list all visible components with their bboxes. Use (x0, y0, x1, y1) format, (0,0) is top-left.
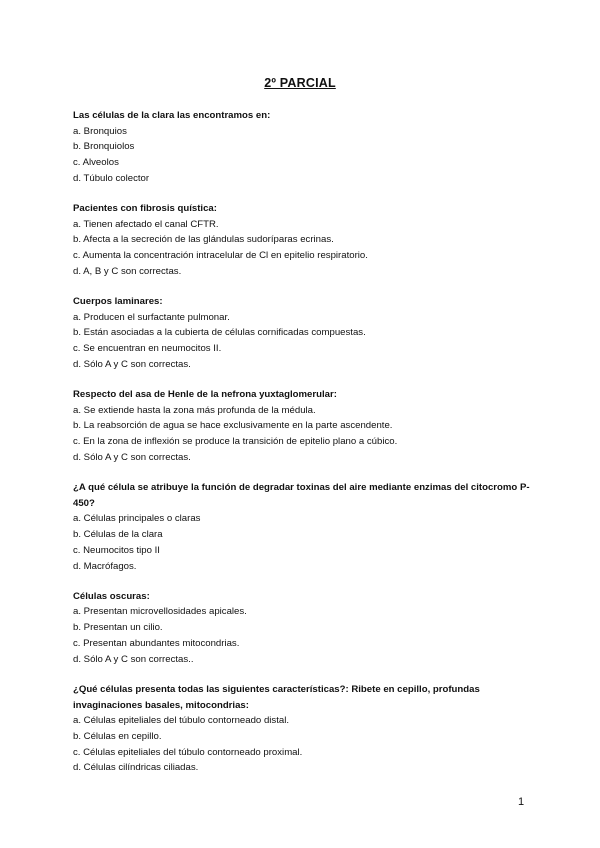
option-d: d. Sólo A y C son correctas. (73, 451, 191, 463)
option-c: c. Aumenta la concentración intracelular de Cl en epitelio respiratorio. (73, 250, 368, 262)
option-a: a. Bronquios (73, 125, 127, 137)
option-b: b. Presentan un cilio. (73, 622, 163, 634)
option-list (73, 403, 543, 466)
option-c: c. Alveolos (73, 157, 119, 169)
option-d: d. A, B y C son correctas. (73, 265, 182, 277)
question-6 (73, 589, 543, 668)
option-a: a. Células epiteliales del túbulo contorneado distal. (73, 715, 289, 727)
option-list (73, 604, 543, 667)
question-2 (73, 201, 543, 280)
option-a: a. Tienen afectado el canal CFTR. (73, 218, 219, 230)
option-list (73, 217, 543, 280)
option-c: c. Neumocitos tipo II (73, 544, 160, 556)
question-list (73, 108, 543, 791)
option-b: b. Bronquiolos (73, 141, 135, 153)
option-list (73, 511, 543, 574)
option-d: d. Macrófagos. (73, 560, 137, 572)
question-7 (73, 682, 543, 776)
question-text: ¿A qué célula se atribuye la función de degradar toxinas del aire mediante enzimas del citocromo P-450? (73, 482, 530, 509)
option-a: a. Se extiende hasta la zona más profunda de la médula. (73, 404, 316, 416)
option-c: c. Presentan abundantes mitocondrias. (73, 637, 240, 649)
option-c: c. Se encuentran en neumocitos II. (73, 343, 222, 355)
option-d: d. Células cilíndricas ciliadas. (73, 762, 199, 774)
page-title: 2º PARCIAL (264, 76, 336, 90)
question-text: Las células de la clara las encontramos en: (73, 110, 271, 121)
question-4 (73, 387, 543, 466)
option-d: d. Sólo A y C son correctas.. (73, 653, 194, 665)
option-b: b. Están asociadas a la cubierta de células cornificadas compuestas. (73, 327, 366, 339)
option-c: c. En la zona de inflexión se produce la transición de epitelio plano a cúbico. (73, 436, 398, 448)
question-text: Respecto del asa de Henle de la nefrona yuxtaglomerular: (73, 389, 337, 401)
option-b: b. Células de la clara (73, 529, 163, 541)
question-1 (73, 108, 543, 187)
option-b: b. Células en cepillo. (73, 730, 162, 742)
option-list (73, 310, 543, 373)
option-d: d. Sólo A y C son correctas. (73, 358, 191, 370)
question-text: Células oscuras: (73, 590, 150, 602)
page-number: 1 (518, 796, 525, 808)
option-b: b. Afecta a la secreción de las glándulas sudoríparas ecrinas. (73, 234, 334, 246)
question-text: Pacientes con fibrosis quística: (73, 203, 217, 215)
question-5 (73, 480, 543, 574)
question-3 (73, 294, 543, 373)
option-list (73, 713, 543, 776)
option-b: b. La reabsorción de agua se hace exclusivamente en la parte ascendente. (73, 420, 393, 432)
option-c: c. Células epiteliales del túbulo contorneado proximal. (73, 746, 303, 758)
question-text: Cuerpos laminares: (73, 296, 163, 308)
option-a: a. Presentan microvellosidades apicales. (73, 606, 247, 618)
option-list (73, 124, 543, 187)
question-text: ¿Qué células presenta todas las siguientes características?: Ribete en cepillo, profundas invaginaciones basales, mitocondrias: (73, 683, 480, 711)
option-a: a. Células principales o claras (73, 513, 201, 525)
option-d: d. Túbulo colector (73, 172, 150, 184)
option-a: a. Producen el surfactante pulmonar. (73, 311, 230, 323)
